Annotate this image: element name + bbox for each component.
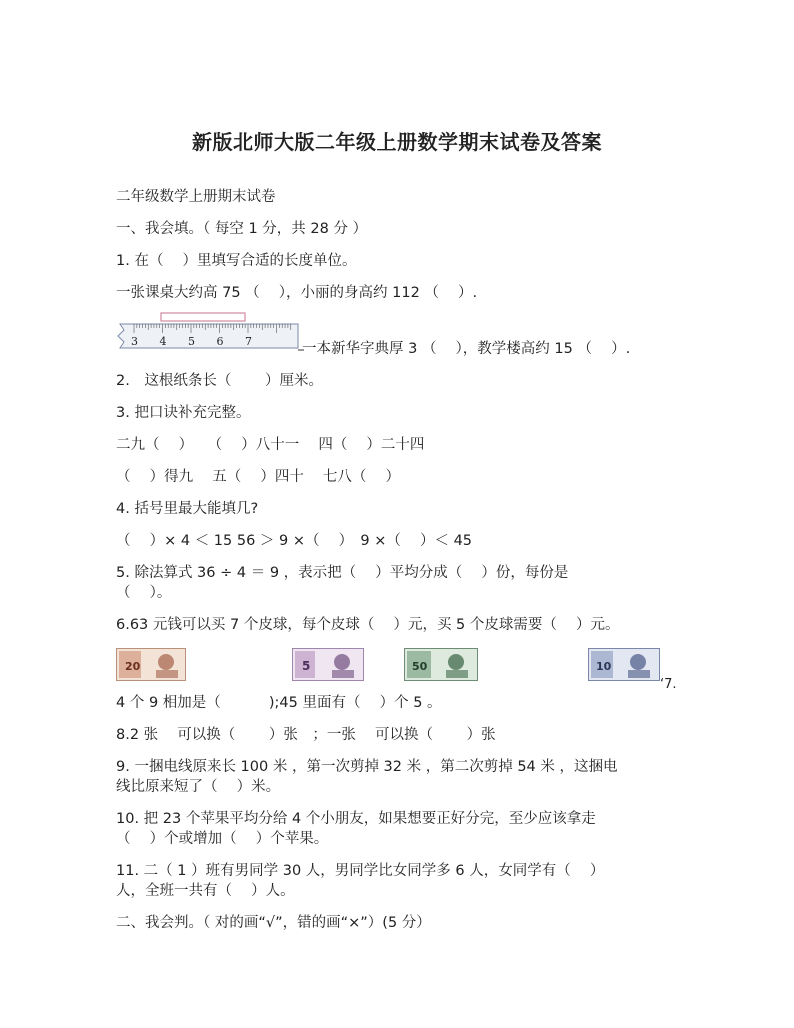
question-9-line-1: 9. 一捆电线原来长 100 米 ，第一次剪掉 32 米 ，第二次剪掉 54 米 ，这捆电 bbox=[116, 759, 618, 775]
question-2: 2. 这根纸条长（ ）厘米。 bbox=[116, 373, 323, 389]
question-11-line-1: 11. 二（ 1 ）班有男同学 30 人，男同学比女同学多 6 人，女同学有（ ） bbox=[116, 863, 605, 879]
ruler-tick-label: 5 bbox=[188, 335, 195, 348]
ruler-tick-label: 3 bbox=[131, 335, 138, 348]
question-9-line-2: 线比原来短了（ ）米。 bbox=[116, 779, 281, 795]
page-title: 新版北师大版二年级上册数学期末试卷及答案 bbox=[192, 130, 602, 154]
exam-subtitle: 二年级数学上册期末试卷 bbox=[116, 189, 276, 205]
banknote-20-image bbox=[116, 648, 186, 681]
question-4-part-a: （ ）× 4 ＜ 15 56 ＞ 9 ×（ ） 9 ×（ ）＜ 45 bbox=[116, 533, 473, 549]
banknote-50-image bbox=[404, 648, 478, 681]
banknote-50-value: 50 bbox=[412, 660, 428, 673]
banknote-5-value: 5 bbox=[302, 659, 311, 673]
banknote-20-value: 20 bbox=[125, 660, 141, 673]
banknote-5-image bbox=[292, 648, 364, 681]
question-3-part-b: （ ）得九 五（ ）四十 七八（ ） bbox=[116, 469, 401, 485]
banknote-5-graphic bbox=[292, 648, 364, 681]
question-1: 1. 在（ ）里填写合适的长度单位。 bbox=[116, 253, 357, 269]
question-8: 8.2 张 可以换（ ）张 ；一张 可以换（ ）张 bbox=[116, 727, 496, 743]
ruler-tick-label: 6 bbox=[216, 335, 224, 348]
question-5-line-2: （ ）。 bbox=[116, 585, 172, 601]
section-heading-fill: 一、我会填。（ 每空 1 分，共 28 分 ） bbox=[116, 221, 368, 237]
question-3-part-a: 二九（ ） （ ）八十一 四（ ）二十四 bbox=[116, 437, 425, 453]
question-1-part-b: 一本新华字典厚 3 （ ），教学楼高约 15 （ ）. bbox=[302, 341, 631, 357]
ruler-tick-label: 4 bbox=[159, 335, 167, 348]
banknote-10-image bbox=[588, 648, 660, 681]
question-7: 4 个 9 相加是（ );45 里面有（ ）个 5 。 bbox=[116, 695, 442, 711]
ruler-tick-label: 7 bbox=[245, 335, 252, 348]
question-1-part-a: 一张课桌大约高 75 （ ），小丽的身高约 112 （ ）. bbox=[116, 285, 478, 301]
question-5-line-1: 5. 除法算式 36 ÷ 4 ＝ 9 ，表示把（ ）平均分成（ ）份，每份是 bbox=[116, 565, 569, 581]
question-10-line-1: 10. 把 23 个苹果平均分给 4 个小朋友，如果想要正好分完，至少应该拿走 bbox=[116, 811, 596, 827]
question-7-number: ‘7. bbox=[660, 677, 677, 692]
ruler-image bbox=[116, 312, 304, 352]
question-6: 6.63 元钱可以买 7 个皮球，每个皮球（ ）元，买 5 个皮球需要（ ）元。 bbox=[116, 617, 620, 633]
banknote-20-graphic bbox=[116, 648, 186, 681]
banknote-10-graphic bbox=[588, 648, 660, 681]
banknote-10-value: 10 bbox=[596, 660, 612, 673]
banknote-50-graphic bbox=[404, 648, 478, 681]
section-heading-judge: 二、我会判。（ 对的画“√”，错的画“×”）(5 分） bbox=[116, 915, 431, 931]
question-4: 4. 括号里最大能填几? bbox=[116, 501, 259, 517]
ruler-graphic bbox=[116, 312, 304, 352]
question-3: 3. 把口诀补充完整。 bbox=[116, 405, 251, 421]
question-10-line-2: （ ）个或增加（ ）个苹果。 bbox=[116, 831, 329, 847]
question-11-line-2: 人，全班一共有（ ）人。 bbox=[116, 883, 295, 899]
